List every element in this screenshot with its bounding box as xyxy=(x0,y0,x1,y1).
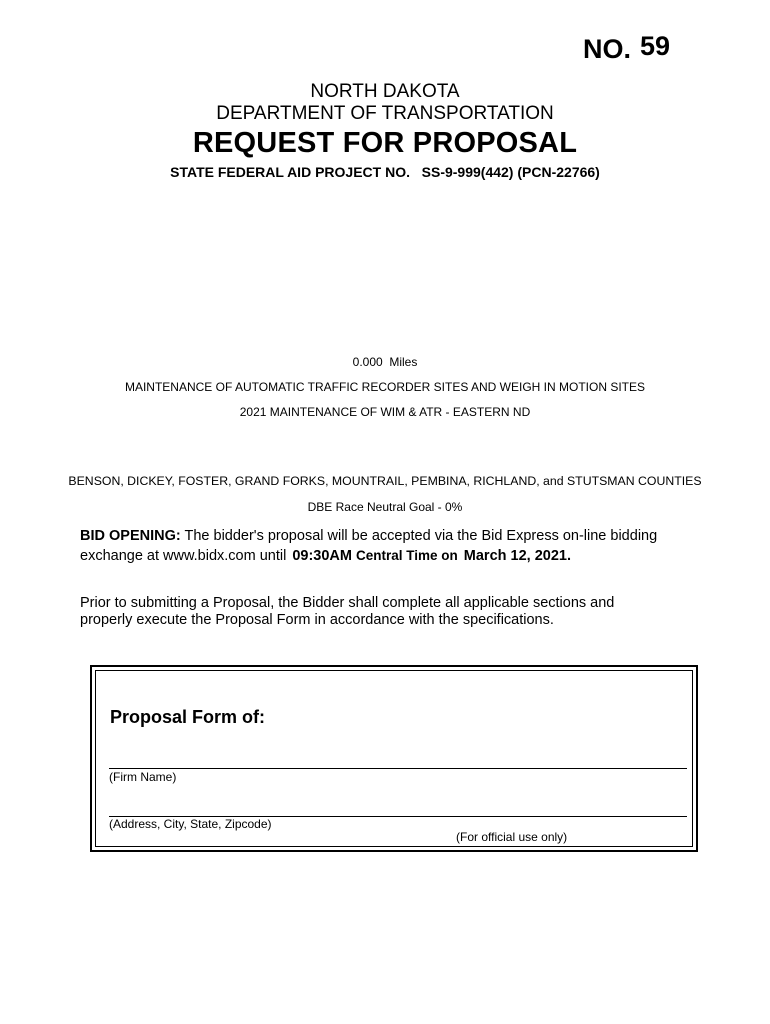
project-number: STATE FEDERAL AID PROJECT NO. SS-9-999(442) (PCN-22766) xyxy=(170,164,600,180)
instructions-line-2: properly execute the Proposal Form in accordance with the specifications. xyxy=(80,612,554,628)
bid-opening-line-1 xyxy=(80,527,657,546)
firm-name-label: (Firm Name) xyxy=(109,770,177,784)
dbe-goal: DBE Race Neutral Goal - 0% xyxy=(307,500,463,514)
proposal-number-label: NO. xyxy=(583,34,632,64)
state-name: NORTH DAKOTA xyxy=(310,81,460,102)
bid-opening-line-2 xyxy=(80,546,657,566)
bid-opening-zone: Central Time on xyxy=(356,548,458,563)
proposal-number-value: 59 xyxy=(640,31,671,61)
bid-opening-paragraph xyxy=(80,527,657,566)
project-description-1: MAINTENANCE OF AUTOMATIC TRAFFIC RECORDER SITES AND WEIGH IN MOTION SITES xyxy=(124,380,646,394)
official-use-note: (For official use only) xyxy=(456,830,568,844)
project-miles: 0.000 Miles xyxy=(352,355,418,369)
page-title: REQUEST FOR PROPOSAL xyxy=(192,127,578,159)
address-label: (Address, City, State, Zipcode) xyxy=(109,817,272,831)
bid-opening-label: BID OPENING: xyxy=(80,528,181,544)
bid-opening-time: 09:30AM xyxy=(292,548,352,564)
firm-name-line[interactable] xyxy=(109,768,687,769)
instructions-line-1: Prior to submitting a Proposal, the Bidder shall complete all applicable sections and xyxy=(80,595,615,611)
bid-opening-date: March 12, 2021. xyxy=(463,548,571,564)
bid-opening-text-2: exchange at www.bidx.com until xyxy=(80,548,287,564)
instructions-paragraph xyxy=(80,595,614,629)
bid-opening-text-1: The bidder's proposal will be accepted via the Bid Express on-line bidding xyxy=(184,528,658,544)
project-counties: BENSON, DICKEY, FOSTER, GRAND FORKS, MOUNTRAIL, PEMBINA, RICHLAND, and STUTSMAN COUNTIES xyxy=(68,474,702,488)
project-description-2: 2021 MAINTENANCE OF WIM & ATR - EASTERN ND xyxy=(239,405,531,419)
proposal-form-title: Proposal Form of: xyxy=(110,707,266,727)
department-name: DEPARTMENT OF TRANSPORTATION xyxy=(216,103,554,124)
